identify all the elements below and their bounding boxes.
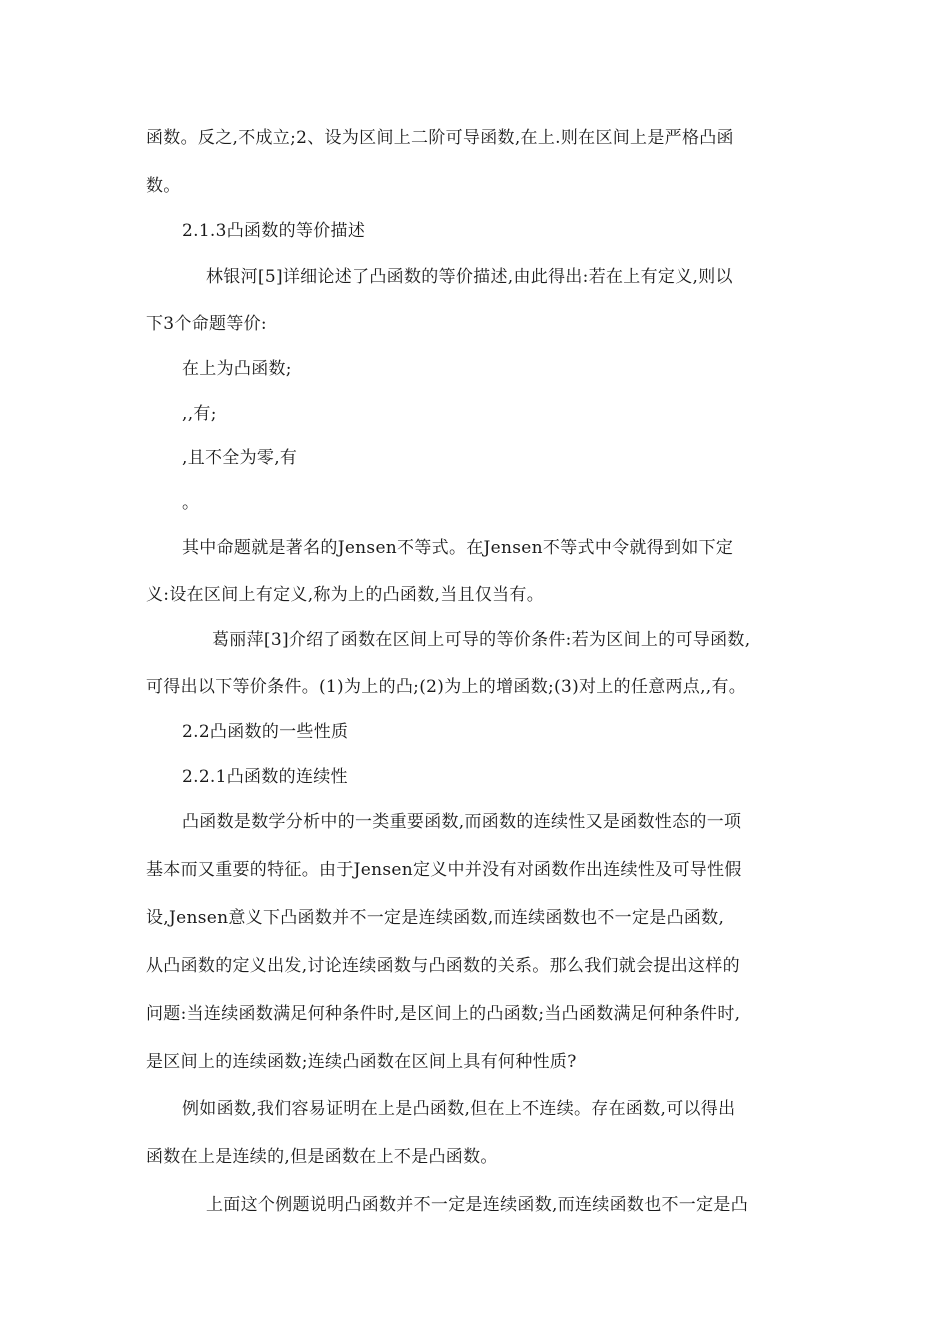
section-heading-2-1-3: 2.1.3凸函数的等价描述 xyxy=(182,221,366,241)
text-line-10: 其中命题就是著名的Jensen不等式。在Jensen不等式中令就得到如下定 xyxy=(182,538,734,558)
text-line-21: 是区间上的连续函数;连续凸函数在区间上具有何种性质? xyxy=(146,1052,577,1072)
text-line-18: 设,Jensen意义下凸函数并不一定是连续函数,而连续函数也不一定是凸函数, xyxy=(146,908,725,928)
proposition-1: 在上为凸函数; xyxy=(182,359,292,379)
text-line-12: 葛丽萍[3]介绍了函数在区间上可导的等价条件:若为区间上的可导函数, xyxy=(212,630,751,650)
text-line-20: 问题:当连续函数满足何种条件时,是区间上的凸函数;当凸函数满足何种条件时, xyxy=(146,1004,741,1024)
text-line-4: 林银河[5]详细论述了凸函数的等价描述,由此得出:若在上有定义,则以 xyxy=(206,267,733,287)
text-line-2: 数。 xyxy=(146,176,181,196)
section-heading-2-2-1: 2.2.1凸函数的连续性 xyxy=(182,767,348,787)
text-line-24: 上面这个例题说明凸函数并不一定是连续函数,而连续函数也不一定是凸 xyxy=(206,1195,749,1215)
text-line-22: 例如函数,我们容易证明在上是凸函数,但在上不连续。存在函数,可以得出 xyxy=(182,1099,736,1119)
text-line-13: 可得出以下等价条件。(1)为上的凸;(2)为上的增函数;(3)对上的任意两点,,有。 xyxy=(146,677,747,697)
text-line-1: 函数。反之,不成立;2、设为区间上二阶可导函数,在上.则在区间上是严格凸函 xyxy=(146,128,734,148)
text-line-16: 凸函数是数学分析中的一类重要函数,而函数的连续性又是函数性态的一项 xyxy=(182,812,742,832)
text-line-11: 义:设在区间上有定义,称为上的凸函数,当且仅当有。 xyxy=(146,585,545,605)
text-line-17: 基本而又重要的特征。由于Jensen定义中并没有对函数作出连续性及可导性假 xyxy=(146,860,742,880)
text-line-5: 下3个命题等价: xyxy=(146,314,267,334)
proposition-3: ,且不全为零,有 xyxy=(182,448,298,468)
text-line-19: 从凸函数的定义出发,讨论连续函数与凸函数的关系。那么我们就会提出这样的 xyxy=(146,956,740,976)
section-heading-2-2: 2.2凸函数的一些性质 xyxy=(182,722,349,742)
text-line-23: 函数在上是连续的,但是函数在上不是凸函数。 xyxy=(146,1147,498,1167)
proposition-3-end: 。 xyxy=(182,493,200,513)
proposition-2: ,,有; xyxy=(182,404,217,424)
